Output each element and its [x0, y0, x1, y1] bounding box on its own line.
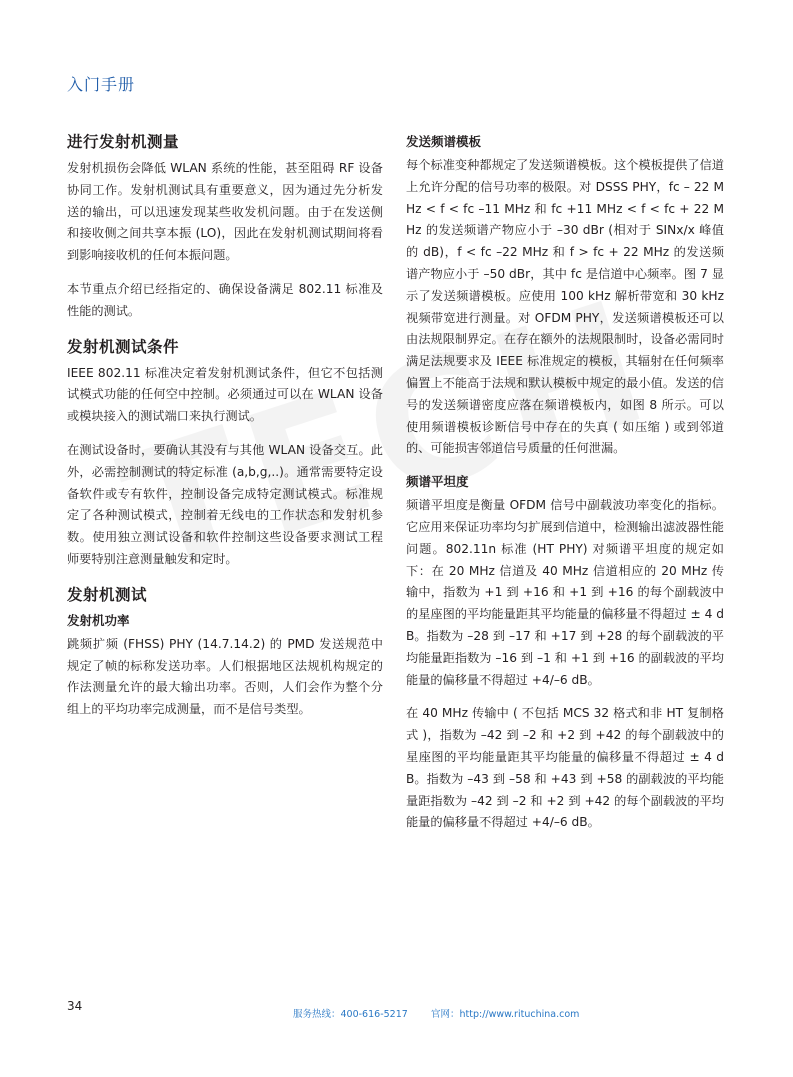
left-column — [67, 130, 383, 733]
paragraph: 在测试设备时，要确认其没有与其他 WLAN 设备交互。此外，必需控制测试的特定标准 (a,b,g,..)。通常需要特定设备软件或专有软件，控制设备完成特定测试模式。标准规定了各种测试模式，控制着无线电的工作状态和发射机参数。使用独立测试设备和软件控制这些设备要求测试工程师要特别注意测量触发和定时。 — [67, 442, 383, 566]
page-number: 34 — [67, 999, 83, 1013]
paragraph: IEEE 802.11 标准决定着发射机测试条件，但它不包括测试模式功能的任何空中控制。必须通过可以在 WLAN 设备或模块接入的测试端口来执行测试。 — [67, 365, 383, 424]
service-hotline: 服务热线：400-616-5217 — [293, 1009, 408, 1020]
paragraph: 每个标准变种都规定了发送频谱模板。这个模板提供了信道上允许分配的信号功率的极限。对 DSSS PHY，fc – 22 MHz < f < fc –11 MHz 和 fc +11 MHz < f < fc + 22 MHz 的发送频谱产物应小于 –30 dBr (相对于 SINx/x 峰值的 dB)，f < fc –22 MHz 和 f > fc + 22 MHz 的发送频谱产物应小于 –50 dBr，其中 fc 是信道中心频率。图 7 显示了发送频谱模板。应使用 100 kHz 解析带宽和 30 kHz 视频带宽进行测量。对 OFDM PHY，发送频谱模板还可以由法规限制界定。在存在额外的法规限制时，设备必需同时满足法规要求及 IEEE 标准规定的模板，其辐射在任何频率偏置上不能高于法规和默认模板中规定的最小值。发送的信号的发送频谱密度应落在频谱模板内，如图 8 所示。可以使用频谱模板诊断信号中存在的失真 ( 如压缩 ) 或到邻道的、可能损害邻道信号质量的任何泄漏。 — [406, 158, 724, 456]
right-column — [406, 130, 724, 846]
subsection-title-transmitter-power: 发射机功率 — [67, 612, 130, 628]
subsection-title-spectral-flatness: 频谱平坦度 — [406, 474, 469, 490]
paragraph: 发射机损伤会降低 WLAN 系统的性能，甚至阻碍 RF 设备协同工作。发射机测试具有重要意义，因为通过先分析发送的输出，可以迅速发现某些收发机问题。由于在发送侧和接收侧之间共享本振 (LO)，因此在发射机测试期间将看到影响接收机的任何本振问题。 — [67, 161, 383, 263]
paragraph: 在 40 MHz 传输中 ( 不包括 MCS 32 格式和非 HT 复制格式 )，指数为 –42 到 –2 和 +2 到 +42 的每个副载波中的星座图的平均能量距其平均能量的偏移量不得超过 ± 4 dB。指数为 –43 到 –58 和 +43 到 +58 的副载波的平均能量距指数为 –42 到 –2 和 +2 到 +42 的每个副载波的平均能量的偏移量不得超过 +4/–6 dB。 — [406, 706, 724, 830]
section-title-transmitter-tests: 发射机测试 — [67, 585, 148, 604]
paragraph: 跳频扩频 (FHSS) PHY (14.7.14.2) 的 PMD 发送规范中规定了帧的标称发送功率。人们根据地区法规机构规定的作法测量允许的最大输出功率。否则，人们会作为整个分组上的平均功率完成测量，而不是信号类型。 — [67, 636, 383, 717]
section-title-transmitter-measurement: 进行发射机测量 — [67, 133, 180, 151]
website-link[interactable]: 官网：http://www.rituchina.com — [431, 1009, 580, 1020]
section-title-test-conditions: 发射机测试条件 — [67, 337, 180, 356]
header-title: 入门手册 — [67, 75, 136, 94]
paragraph: 频谱平坦度是衡量 OFDM 信号中副载波功率变化的指标。它应用来保证功率均匀扩展到信道中，检测输出滤波器性能问题。802.11n 标准 (HT PHY) 对频谱平坦度的规定如下：在 20 MHz 信道及 40 MHz 信道相应的 20 MHz 传输中，指数为 +1 到 +16 和 +1 到 +16 的每个副载波中的星座图的平均能量距其平均能量的偏移量不得超过 ± 4 dB。指数为 –28 到 –17 和 +17 到 +28 的每个副载波的平均能量距指数为 –16 到 –1 和 +1 到 +16 的副载波的平均能量的偏移量不得超过 +4/–6 dB。 — [406, 498, 724, 687]
paragraph: 本节重点介绍已经指定的、确保设备满足 802.11 标准及性能的测试。 — [67, 281, 383, 318]
subsection-title-spectrum-mask: 发送频谱模板 — [406, 134, 482, 149]
